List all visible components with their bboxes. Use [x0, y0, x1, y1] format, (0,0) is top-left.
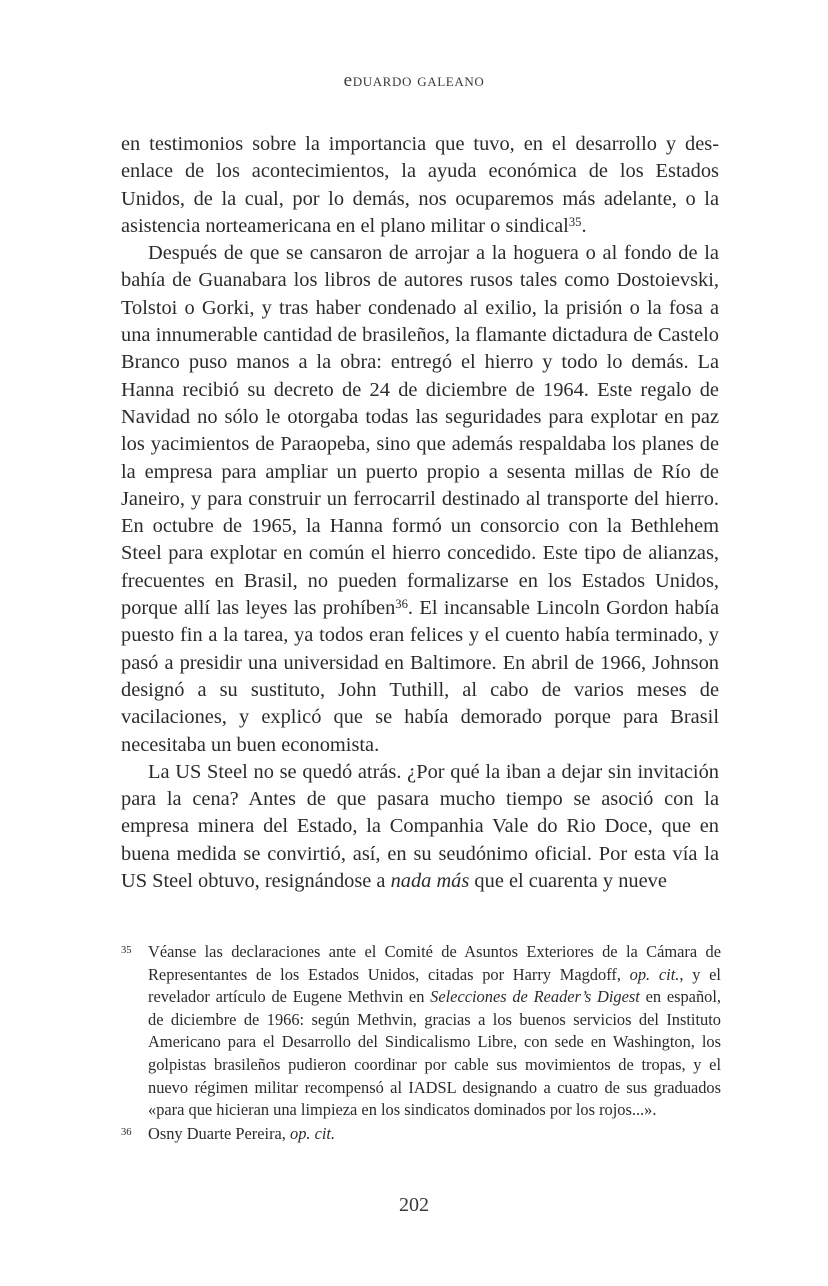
text-run: Véanse las declaraciones ante el Comité de Asuntos Exteriores de la Cámara de Representantes de los Estados Unidos, citadas por Harry Magdoff, — [148, 942, 721, 984]
footnote-number: 35 — [121, 945, 132, 956]
paragraph — [121, 131, 719, 240]
footnote — [121, 941, 721, 1122]
paragraph — [121, 759, 719, 895]
italic-run: op. cit. — [290, 1123, 336, 1143]
italic-run: nada más — [390, 870, 470, 893]
paragraph — [121, 240, 719, 759]
italic-run: Selecciones de Reader’s Digest — [430, 987, 640, 1007]
footnote-text — [148, 1124, 335, 1143]
footnote — [121, 1123, 721, 1146]
running-head: eduardo galeano — [343, 70, 485, 91]
text-run: que el cuarenta y nueve — [469, 870, 667, 893]
text-run: en español, de diciembre de 1966: según Methvin, gracias a los buenos servicios del Instituto Americano para el Desarrollo del Sindicalismo Libre, con sede en Washington, los golpistas brasileños pudieron coordinar por cable sus movimientos de tropas, y el nuevo régimen militar recompensó al IADSL designando a cuatro de sus graduados «para que hicieran una limpieza en los sindicatos dominados por los rojos...». — [148, 987, 721, 1120]
italic-run: op. cit. — [629, 964, 680, 984]
footnote-number: 36 — [121, 1126, 132, 1138]
text-run: en testimonios sobre la importancia que tuvo, en el desarrollo y des-enlace de los acontecimientos, la ayuda económica de los Estados Unidos, de la cual, por lo demás, nos ocuparemos más adelante, o la asistencia norteamericana en el plano militar o sindical — [121, 133, 719, 237]
text-run: , y el revelador artículo de Eugene Methvin en — [148, 964, 721, 1007]
page-number: 202 — [399, 1194, 429, 1216]
text-run: Después de que se cansaron de arrojar a la hoguera o al fondo de la bahía de Guanabara los libros de autores rusos tales como Dostoievski, Tolstoi o Gorki, y tras haber condenado al exilio, la prisión o la fosa a una innumerable cantidad de brasileños, la flamante dictadura de Castelo Branco puso manos a la obra: entregó el hierro y todo lo demás. La Hanna recibió su decreto de 24 de diciembre de 1964. Este regalo de Navidad no sólo le otorgaba todas las seguridades para explotar en paz los yacimientos de Paraopeba, sino que además respaldaba los planes de la empresa para ampliar un puerto propio a sesenta millas de Río de Janeiro, y para construir un ferrocarril destinado al transporte del hierro. En octubre de 1965, la Hanna formó un consorcio con la Bethlehem Steel para explotar en común el hierro concedido. Este tipo de alianzas, frecuentes en Brasil, no pueden formalizarse en los Estados Unidos, porque allí las leyes las prohíben — [121, 242, 719, 620]
footnote-reference[interactable]: 36 — [395, 596, 408, 611]
footnotes-block — [121, 941, 721, 1145]
footnote-text — [148, 942, 721, 1119]
text-run: La US Steel no se quedó atrás. ¿Por qué la iban a dejar sin invitación para la cena? Antes de que pasara mucho tiempo se asoció con la empresa minera del Estado, la Companhia Vale do Rio Doce, que en buena medida se convirtió, así, en su seudónimo oficial. Por esta vía la US Steel obtuvo, resignándose a — [121, 760, 719, 893]
footnote-reference[interactable]: 35 — [568, 214, 582, 229]
text-run: . El incansable Lincoln Gordon había puesto fin a la tarea, ya todos eran felices y el cuento había terminado, y pasó a presidir una universidad en Baltimore. En abril de 1966, Johnson designó a su sustituto, John Tuthill, al cabo de varios meses de vacilaciones, y explicó que se había demorado porque para Brasil necesitaba un buen economista. — [121, 597, 720, 756]
text-run: Osny Duarte Pereira, — [148, 1123, 291, 1143]
text-run: . — [581, 214, 587, 237]
body-text-block — [121, 131, 719, 895]
